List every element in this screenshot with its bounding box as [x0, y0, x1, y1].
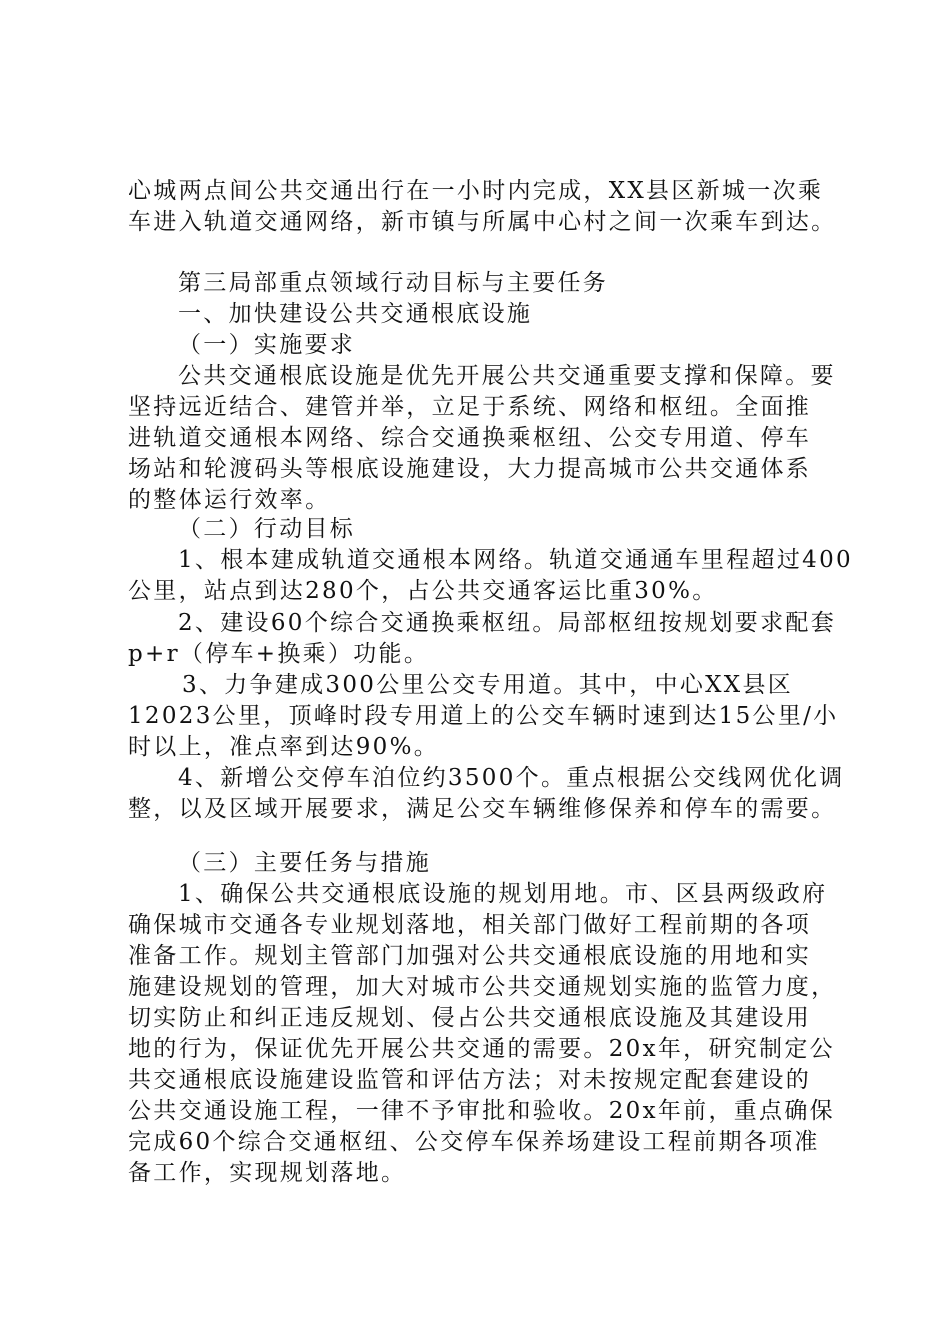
goal-line: p+r（停车+换乘）功能。 — [128, 641, 430, 667]
goal-line: 公里，站点到达280个，占公共交通客运比重30%。 — [128, 578, 718, 604]
goal-line: 3、力争建成300公里公交专用道。其中，中心XX县区 — [182, 672, 794, 698]
paragraph-line: 进轨道交通根本网络、综合交通换乘枢纽、公交专用道、停车 — [128, 425, 812, 451]
task-line: 施建设规划的管理，加大对城市公共交通规划实施的监管力度， — [128, 974, 837, 1000]
intro-line: 车进入轨道交通网络，新市镇与所属中心村之间一次乘车到达。 — [128, 209, 837, 235]
paragraph-line: 坚持远近结合、建管并举，立足于系统、网络和枢纽。全面推 — [128, 394, 812, 420]
task-line: 切实防止和纠正违反规划、侵占公共交通根底设施及其建设用 — [128, 1005, 812, 1031]
section-title: 一、加快建设公共交通根底设施 — [178, 301, 533, 327]
goal-line: 12023公里，顶峰时段专用道上的公交车辆时速到达15公里/小 — [128, 703, 839, 729]
task-line: 公共交通设施工程，一律不予审批和验收。20x年前，重点确保 — [128, 1098, 835, 1124]
task-line: 共交通根底设施建设监管和评估方法；对未按规定配套建设的 — [128, 1067, 812, 1093]
subsection-title: （三）主要任务与措施 — [178, 850, 431, 876]
task-line: 备工作，实现规划落地。 — [128, 1160, 407, 1186]
task-line: 准备工作。规划主管部门加强对公共交通根底设施的用地和实 — [128, 943, 812, 969]
goal-line: 4、新增公交停车泊位约3500个。重点根据公交线网优化调 — [178, 765, 845, 791]
goal-line: 1、根本建成轨道交通根本网络。轨道交通通车里程超过400 — [178, 547, 853, 573]
intro-line: 心城两点间公共交通出行在一小时内完成，XX县区新城一次乘 — [128, 178, 824, 204]
chapter-title: 第三局部重点领域行动目标与主要任务 — [178, 270, 609, 296]
task-line: 1、确保公共交通根底设施的规划用地。市、区县两级政府 — [178, 881, 828, 907]
subsection-title: （二）行动目标 — [178, 516, 356, 542]
task-line: 确保城市交通各专业规划落地，相关部门做好工程前期的各项 — [128, 912, 812, 938]
goal-line: 整，以及区域开展要求，满足公交车辆维修保养和停车的需要。 — [128, 796, 837, 822]
goal-line: 2、建设60个综合交通换乘枢纽。局部枢纽按规划要求配套 — [178, 610, 836, 636]
paragraph-line: 场站和轮渡码头等根底设施建设，大力提高城市公共交通体系 — [128, 456, 812, 482]
subsection-title: （一）实施要求 — [178, 332, 356, 358]
paragraph-line: 公共交通根底设施是优先开展公共交通重要支撑和保障。要 — [178, 363, 836, 389]
task-line: 完成60个综合交通枢纽、公交停车保养场建设工程前期各项准 — [128, 1129, 820, 1155]
task-line: 地的行为，保证优先开展公共交通的需要。20x年，研究制定公 — [128, 1036, 835, 1062]
goal-line: 时以上，准点率到达90%。 — [128, 734, 440, 760]
paragraph-line: 的整体运行效率。 — [128, 487, 331, 513]
